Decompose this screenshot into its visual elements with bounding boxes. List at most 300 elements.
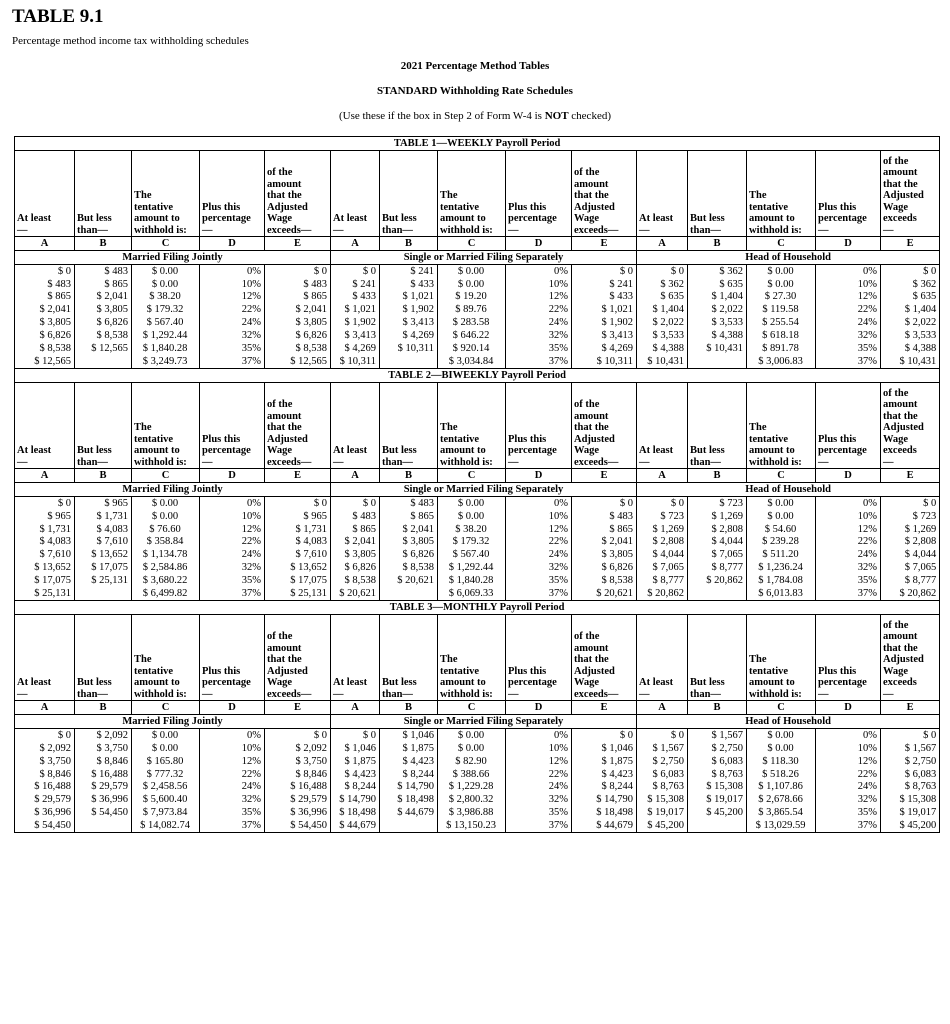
cell-but-less-than: $ 3,533	[688, 317, 747, 330]
cell-plus-percentage: 0%	[816, 265, 881, 278]
table-row	[15, 265, 940, 278]
header-line: percentage	[202, 677, 251, 689]
header-line: withhold is:	[440, 688, 493, 700]
header-line: —	[333, 688, 344, 700]
filing-status-row	[15, 715, 940, 729]
header-line: —	[639, 456, 650, 468]
column-header-but-less-than	[75, 151, 132, 237]
cell-but-less-than: $ 8,846	[75, 755, 132, 768]
cell-adjusted-wage-exceeds: $ 3,750	[265, 755, 331, 768]
header-line: tentative	[134, 201, 174, 213]
header-line: that the	[574, 422, 609, 434]
header-line: than—	[382, 688, 413, 700]
column-header-at-least	[637, 151, 688, 237]
cell-at-least: $ 3,750	[15, 755, 75, 768]
cell-but-less-than: $ 4,269	[380, 329, 438, 342]
table-row	[15, 781, 940, 794]
header-line: Adjusted	[574, 433, 615, 445]
cell-but-less-than: $ 1,269	[688, 510, 747, 523]
column-letter: B	[688, 701, 747, 715]
header-line: tentative	[440, 665, 480, 677]
column-letter: D	[506, 237, 572, 251]
cell-but-less-than	[380, 819, 438, 832]
cell-but-less-than: $ 1,875	[380, 742, 438, 755]
column-letter: C	[438, 237, 506, 251]
cell-adjusted-wage-exceeds: $ 6,826	[265, 329, 331, 342]
cell-plus-percentage: 37%	[816, 819, 881, 832]
table-title-row	[15, 369, 940, 383]
cell-plus-percentage: 22%	[506, 304, 572, 317]
column-letter: B	[75, 701, 132, 715]
column-letter: B	[380, 701, 438, 715]
column-header-at-least	[331, 383, 380, 469]
cell-plus-percentage: 37%	[200, 587, 265, 600]
cell-plus-percentage: 24%	[200, 317, 265, 330]
cell-tentative-amount: $ 0.00	[438, 497, 506, 510]
cell-but-less-than: $ 7,610	[75, 536, 132, 549]
column-letter: A	[15, 469, 75, 483]
cell-adjusted-wage-exceeds: $ 8,538	[572, 574, 637, 587]
cell-plus-percentage: 32%	[506, 562, 572, 575]
cell-adjusted-wage-exceeds: $ 1,875	[572, 755, 637, 768]
cell-adjusted-wage-exceeds: $ 0	[265, 265, 331, 278]
cell-at-least: $ 13,652	[15, 562, 75, 575]
cell-but-less-than: $ 4,388	[688, 329, 747, 342]
cell-but-less-than	[688, 355, 747, 368]
header-line: tentative	[134, 665, 174, 677]
cell-tentative-amount: $ 1,840.28	[438, 574, 506, 587]
usage-note-prefix: (Use these if the box in Step 2 of Form W-4 is	[338, 110, 545, 122]
header-line: withhold is:	[440, 456, 493, 468]
cell-but-less-than: $ 433	[380, 278, 438, 291]
cell-tentative-amount: $ 3,006.83	[747, 355, 816, 368]
cell-plus-percentage: 10%	[200, 742, 265, 755]
header-line: of the	[267, 631, 293, 643]
filing-status-married-filing-jointly: Married Filing Jointly	[15, 483, 331, 497]
cell-at-least: $ 7,610	[15, 549, 75, 562]
cell-but-less-than: $ 12,565	[75, 342, 132, 355]
header-line: —	[202, 688, 213, 700]
header-line: —	[508, 456, 519, 468]
header-line: —	[818, 224, 829, 236]
header-line: Adjusted	[267, 433, 308, 445]
cell-plus-percentage: 10%	[816, 742, 881, 755]
cell-but-less-than: $ 8,777	[688, 562, 747, 575]
cell-adjusted-wage-exceeds: $ 0	[881, 265, 940, 278]
cell-plus-percentage: 10%	[506, 742, 572, 755]
header-line: —	[333, 224, 344, 236]
header-line: exceeds—	[267, 688, 312, 700]
cell-plus-percentage: 35%	[506, 574, 572, 587]
cell-at-least: $ 1,567	[637, 742, 688, 755]
cell-adjusted-wage-exceeds: $ 8,538	[265, 342, 331, 355]
cell-at-least: $ 865	[15, 291, 75, 304]
header-line: —	[639, 688, 650, 700]
header-line: that the	[267, 422, 302, 434]
cell-at-least: $ 1,902	[331, 317, 380, 330]
cell-but-less-than: $ 3,805	[380, 536, 438, 549]
header-line: tentative	[749, 433, 789, 445]
cell-adjusted-wage-exceeds: $ 16,488	[265, 781, 331, 794]
column-header-row	[15, 615, 940, 701]
header-line: —	[639, 224, 650, 236]
cell-but-less-than: $ 241	[380, 265, 438, 278]
header-line: than—	[690, 688, 721, 700]
cell-tentative-amount: $ 3,865.54	[747, 807, 816, 820]
column-letter: A	[637, 469, 688, 483]
header-line: tentative	[440, 433, 480, 445]
column-header-at-least	[637, 383, 688, 469]
cell-at-least: $ 10,311	[331, 355, 380, 368]
cell-at-least: $ 0	[15, 729, 75, 742]
header-line: The	[749, 190, 767, 201]
cell-at-least: $ 723	[637, 510, 688, 523]
header-line: that the	[883, 178, 918, 190]
cell-at-least: $ 0	[15, 265, 75, 278]
cell-adjusted-wage-exceeds: $ 0	[881, 729, 940, 742]
cell-tentative-amount: $ 1,292.44	[132, 329, 200, 342]
cell-but-less-than: $ 1,021	[380, 291, 438, 304]
header-line: —	[202, 456, 213, 468]
header-line: amount	[267, 178, 302, 190]
header-line: Wage	[267, 445, 293, 457]
header-line: than—	[77, 688, 108, 700]
cell-adjusted-wage-exceeds: $ 36,996	[265, 807, 331, 820]
cell-plus-percentage: 35%	[816, 342, 881, 355]
cell-tentative-amount: $ 82.90	[438, 755, 506, 768]
cell-plus-percentage: 35%	[506, 807, 572, 820]
cell-at-least: $ 14,790	[331, 794, 380, 807]
document-title: TABLE 9.1	[12, 6, 104, 27]
header-line: exceeds	[883, 677, 917, 689]
cell-tentative-amount: $ 38.20	[132, 291, 200, 304]
column-letter: B	[75, 237, 132, 251]
cell-adjusted-wage-exceeds: $ 2,022	[881, 317, 940, 330]
header-line: The	[440, 422, 458, 434]
cell-at-least: $ 15,308	[637, 794, 688, 807]
header-line: exceeds—	[267, 224, 312, 236]
cell-tentative-amount: $ 0.00	[132, 265, 200, 278]
column-header-adjusted-wage-exceeds	[881, 151, 940, 237]
cell-plus-percentage: 10%	[200, 278, 265, 291]
cell-adjusted-wage-exceeds: $ 20,621	[572, 587, 637, 600]
cell-tentative-amount: $ 1,229.28	[438, 781, 506, 794]
cell-but-less-than: $ 10,431	[688, 342, 747, 355]
column-header-tentative-amount	[438, 615, 506, 701]
header-line: The	[440, 190, 458, 201]
cell-plus-percentage: 0%	[506, 729, 572, 742]
header-line: that the	[267, 190, 302, 201]
column-letter: B	[688, 469, 747, 483]
cell-but-less-than: $ 483	[75, 265, 132, 278]
cell-adjusted-wage-exceeds: $ 7,065	[881, 562, 940, 575]
column-letter: A	[15, 237, 75, 251]
cell-tentative-amount: $ 6,013.83	[747, 587, 816, 600]
cell-adjusted-wage-exceeds: $ 1,269	[881, 523, 940, 536]
cell-plus-percentage: 32%	[200, 794, 265, 807]
header-line: of the	[267, 399, 293, 411]
cell-adjusted-wage-exceeds: $ 15,308	[881, 794, 940, 807]
cell-but-less-than: $ 6,826	[380, 549, 438, 562]
cell-but-less-than: $ 2,092	[75, 729, 132, 742]
header-line: that the	[574, 654, 609, 666]
cell-adjusted-wage-exceeds: $ 6,083	[881, 768, 940, 781]
cell-but-less-than: $ 45,200	[688, 807, 747, 820]
cell-plus-percentage: 35%	[200, 574, 265, 587]
header-line: Wage	[574, 677, 600, 689]
column-header-at-least	[331, 151, 380, 237]
cell-tentative-amount: $ 54.60	[747, 523, 816, 536]
column-letter-row	[15, 469, 940, 483]
header-line: that the	[883, 410, 918, 422]
cell-but-less-than: $ 8,538	[75, 329, 132, 342]
cell-at-least: $ 0	[331, 265, 380, 278]
column-header-adjusted-wage-exceeds	[881, 383, 940, 469]
cell-adjusted-wage-exceeds: $ 8,763	[881, 781, 940, 794]
cell-tentative-amount: $ 179.32	[438, 536, 506, 549]
cell-tentative-amount: $ 38.20	[438, 523, 506, 536]
table-title-row	[15, 137, 940, 151]
column-letter: C	[747, 469, 816, 483]
cell-tentative-amount: $ 3,249.73	[132, 355, 200, 368]
cell-tentative-amount: $ 239.28	[747, 536, 816, 549]
cell-but-less-than: $ 965	[75, 497, 132, 510]
cell-at-least: $ 8,538	[15, 342, 75, 355]
header-line: percentage	[202, 213, 251, 224]
cell-adjusted-wage-exceeds: $ 2,808	[881, 536, 940, 549]
table-title: TABLE 2—BIWEEKLY Payroll Period	[15, 369, 940, 383]
header-line: Plus this	[818, 433, 857, 445]
column-header-adjusted-wage-exceeds	[265, 615, 331, 701]
header-line: amount to	[440, 213, 486, 224]
cell-tentative-amount: $ 119.58	[747, 304, 816, 317]
table-row	[15, 510, 940, 523]
cell-at-least: $ 3,413	[331, 329, 380, 342]
header-line: Plus this	[818, 201, 857, 213]
header-line: At least	[639, 677, 674, 689]
cell-adjusted-wage-exceeds: $ 433	[572, 291, 637, 304]
table-row	[15, 536, 940, 549]
cell-but-less-than: $ 19,017	[688, 794, 747, 807]
header-line: Adjusted	[883, 654, 924, 666]
cell-plus-percentage: 12%	[200, 755, 265, 768]
cell-but-less-than: $ 2,041	[75, 291, 132, 304]
header-line: of the	[267, 167, 293, 178]
header-line: —	[17, 224, 28, 236]
cell-plus-percentage: 0%	[200, 497, 265, 510]
cell-tentative-amount: $ 618.18	[747, 329, 816, 342]
column-header-row	[15, 151, 940, 237]
header-line: But less	[77, 445, 112, 457]
cell-tentative-amount: $ 1,784.08	[747, 574, 816, 587]
table-row	[15, 562, 940, 575]
header-line: of the	[883, 619, 909, 631]
table-row	[15, 304, 940, 317]
cell-at-least: $ 4,423	[331, 768, 380, 781]
cell-adjusted-wage-exceeds: $ 45,200	[881, 819, 940, 832]
cell-at-least: $ 6,826	[15, 329, 75, 342]
cell-tentative-amount: $ 76.60	[132, 523, 200, 536]
cell-at-least: $ 3,533	[637, 329, 688, 342]
cell-adjusted-wage-exceeds: $ 2,750	[881, 755, 940, 768]
cell-plus-percentage: 0%	[506, 265, 572, 278]
cell-plus-percentage: 32%	[506, 794, 572, 807]
cell-adjusted-wage-exceeds: $ 3,533	[881, 329, 940, 342]
cell-tentative-amount: $ 0.00	[132, 497, 200, 510]
cell-adjusted-wage-exceeds: $ 3,413	[572, 329, 637, 342]
header-line: At least	[17, 677, 52, 689]
cell-but-less-than: $ 865	[380, 510, 438, 523]
cell-tentative-amount: $ 518.26	[747, 768, 816, 781]
cell-but-less-than: $ 2,808	[688, 523, 747, 536]
cell-adjusted-wage-exceeds: $ 29,579	[265, 794, 331, 807]
cell-adjusted-wage-exceeds: $ 865	[572, 523, 637, 536]
column-letter: D	[816, 701, 881, 715]
header-line: of the	[574, 167, 600, 178]
cell-tentative-amount: $ 0.00	[438, 265, 506, 278]
header-line: Adjusted	[574, 665, 615, 677]
column-header-but-less-than	[380, 151, 438, 237]
cell-tentative-amount: $ 646.22	[438, 329, 506, 342]
column-letter: D	[200, 237, 265, 251]
header-line: amount	[574, 410, 609, 422]
header-line: of the	[883, 155, 909, 167]
header-line: that the	[267, 654, 302, 666]
cell-plus-percentage: 10%	[816, 510, 881, 523]
cell-at-least: $ 2,750	[637, 755, 688, 768]
cell-tentative-amount: $ 0.00	[438, 278, 506, 291]
header-line: But less	[382, 677, 417, 689]
cell-but-less-than: $ 2,750	[688, 742, 747, 755]
document-subtitle: Percentage method income tax withholding schedules	[12, 35, 249, 47]
cell-at-least: $ 20,621	[331, 587, 380, 600]
cell-tentative-amount: $ 283.58	[438, 317, 506, 330]
cell-plus-percentage: 10%	[506, 510, 572, 523]
cell-at-least: $ 8,538	[331, 574, 380, 587]
column-header-but-less-than	[688, 151, 747, 237]
cell-tentative-amount: $ 0.00	[747, 265, 816, 278]
cell-plus-percentage: 22%	[816, 304, 881, 317]
header-line: The	[134, 654, 152, 666]
cell-at-least: $ 6,826	[331, 562, 380, 575]
cell-plus-percentage: 12%	[506, 755, 572, 768]
column-letter: E	[572, 469, 637, 483]
filing-status-head-of-household: Head of Household	[637, 483, 940, 497]
cell-tentative-amount: $ 0.00	[132, 278, 200, 291]
header-line: amount	[267, 642, 302, 654]
header-line: amount	[883, 399, 918, 411]
header-line: —	[333, 456, 344, 468]
cell-at-least: $ 483	[331, 510, 380, 523]
cell-plus-percentage: 0%	[506, 497, 572, 510]
cell-plus-percentage: 0%	[200, 729, 265, 742]
header-line: Wage	[883, 433, 909, 445]
cell-plus-percentage: 37%	[816, 355, 881, 368]
header-line: amount to	[749, 445, 795, 457]
header-line: withhold is:	[134, 688, 187, 700]
cell-but-less-than: $ 54,450	[75, 807, 132, 820]
cell-plus-percentage: 12%	[200, 291, 265, 304]
cell-tentative-amount: $ 1,840.28	[132, 342, 200, 355]
column-header-tentative-amount	[747, 151, 816, 237]
header-line: But less	[382, 445, 417, 457]
header-line: Wage	[883, 665, 909, 677]
header-line: of the	[574, 631, 600, 643]
header-line: than—	[690, 456, 721, 468]
cell-at-least: $ 1,404	[637, 304, 688, 317]
cell-plus-percentage: 12%	[816, 291, 881, 304]
header-line: —	[17, 688, 28, 700]
header-line: tentative	[749, 665, 789, 677]
header-line: exceeds	[883, 445, 917, 457]
column-header-but-less-than	[75, 615, 132, 701]
cell-adjusted-wage-exceeds: $ 20,862	[881, 587, 940, 600]
cell-tentative-amount: $ 388.66	[438, 768, 506, 781]
usage-note-suffix: checked)	[568, 110, 611, 122]
cell-at-least: $ 362	[637, 278, 688, 291]
column-header-but-less-than	[380, 383, 438, 469]
cell-adjusted-wage-exceeds: $ 1,567	[881, 742, 940, 755]
cell-plus-percentage: 37%	[506, 819, 572, 832]
header-line: Adjusted	[267, 665, 308, 677]
header-line: percentage	[508, 213, 557, 224]
cell-but-less-than: $ 1,404	[688, 291, 747, 304]
cell-but-less-than: $ 13,652	[75, 549, 132, 562]
cell-but-less-than	[380, 355, 438, 368]
header-line: Wage	[883, 201, 909, 213]
column-header-plus-percentage	[506, 151, 572, 237]
cell-at-least: $ 8,244	[331, 781, 380, 794]
cell-at-least: $ 1,731	[15, 523, 75, 536]
table-row	[15, 768, 940, 781]
cell-tentative-amount: $ 0.00	[132, 510, 200, 523]
cell-plus-percentage: 35%	[200, 807, 265, 820]
header-line: amount	[574, 178, 609, 190]
header-line: —	[202, 224, 213, 236]
header-line: percentage	[508, 445, 557, 457]
cell-adjusted-wage-exceeds: $ 14,790	[572, 794, 637, 807]
column-letter: B	[75, 469, 132, 483]
column-letter: A	[15, 701, 75, 715]
header-line: The	[749, 422, 767, 434]
header-line: Plus this	[818, 665, 857, 677]
cell-tentative-amount: $ 19.20	[438, 291, 506, 304]
cell-adjusted-wage-exceeds: $ 54,450	[265, 819, 331, 832]
cell-but-less-than: $ 17,075	[75, 562, 132, 575]
cell-but-less-than: $ 3,750	[75, 742, 132, 755]
column-letter: E	[572, 237, 637, 251]
column-header-plus-percentage	[816, 383, 881, 469]
cell-but-less-than: $ 6,083	[688, 755, 747, 768]
cell-plus-percentage: 24%	[506, 781, 572, 794]
column-header-tentative-amount	[438, 383, 506, 469]
cell-but-less-than: $ 3,805	[75, 304, 132, 317]
cell-but-less-than: $ 1,567	[688, 729, 747, 742]
header-line: At least	[639, 213, 674, 224]
header-line: exceeds—	[574, 688, 619, 700]
cell-but-less-than	[75, 587, 132, 600]
cell-at-least: $ 10,431	[637, 355, 688, 368]
cell-at-least: $ 4,269	[331, 342, 380, 355]
cell-plus-percentage: 22%	[200, 536, 265, 549]
cell-at-least: $ 0	[637, 265, 688, 278]
column-header-adjusted-wage-exceeds	[572, 151, 637, 237]
header-line: tentative	[440, 201, 480, 213]
header-line: Wage	[267, 213, 293, 224]
header-line: exceeds	[883, 213, 917, 224]
cell-but-less-than: $ 4,044	[688, 536, 747, 549]
header-line: At least	[333, 213, 368, 224]
